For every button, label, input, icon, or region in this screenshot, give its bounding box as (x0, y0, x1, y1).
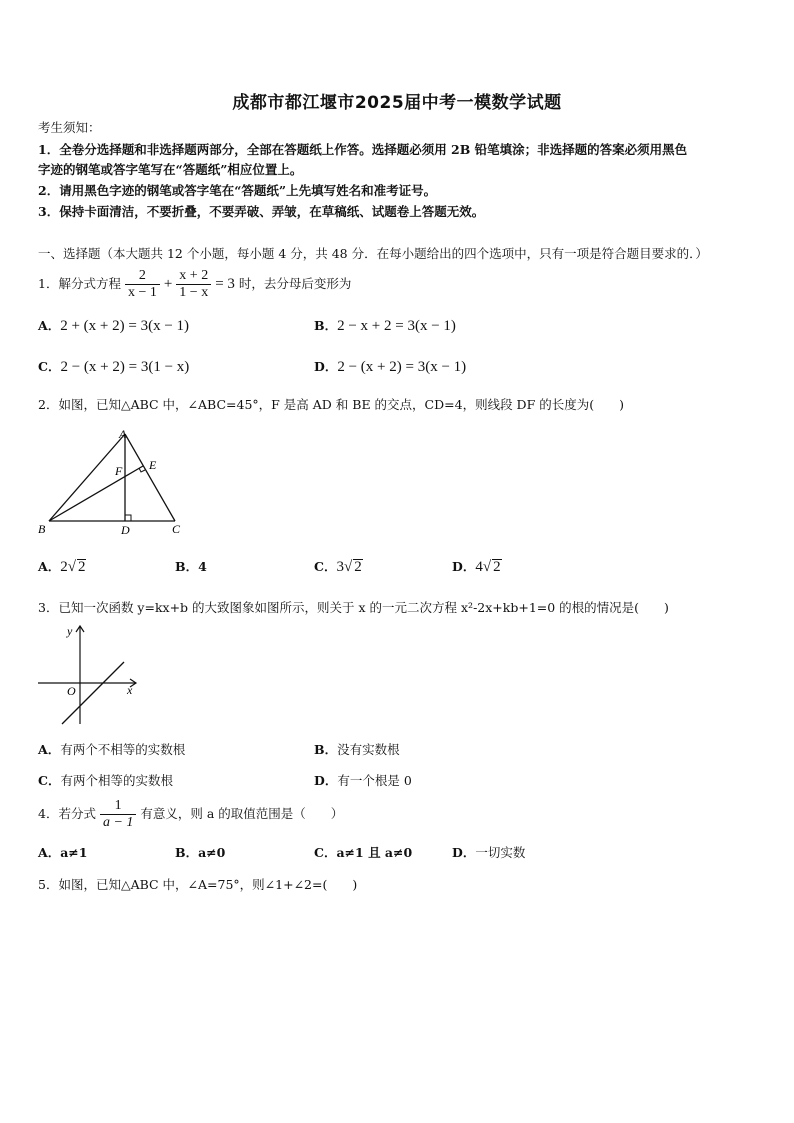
sqrt-sign: √ (343, 559, 353, 575)
question-5: 5．如图，已知△ABC 中，∠A=75°，则∠1+∠2=( ) (38, 877, 358, 892)
question-4 (38, 796, 343, 832)
q3-option-a[interactable] (38, 740, 185, 758)
option-text: 没有实数根 (337, 742, 400, 757)
question-2: 2．如图，已知△ABC 中，∠ABC=45°，F 是高 AD 和 BE 的交点，CD=4，则线段 DF 的长度为( ) (38, 397, 624, 412)
option-text: 有两个相等的实数根 (60, 773, 173, 788)
x-axis-label: x (127, 683, 133, 697)
side-ab (49, 434, 125, 521)
label-e: E (149, 458, 157, 472)
y-axis-label: y (67, 624, 73, 638)
option-label: C． (38, 773, 61, 788)
option-text: a≠0 (198, 845, 226, 860)
option-text: 一切实数 (475, 845, 526, 860)
option-label: B． (314, 742, 338, 757)
q1-fraction-2-denominator: 1 − x (176, 284, 211, 301)
page-title: 成都市都江堰市2025届中考一模数学试题 (232, 93, 562, 113)
altitude-be (49, 466, 143, 521)
q1-plus: + (163, 276, 173, 292)
option-text: a≠1 (60, 845, 88, 860)
q3-option-d[interactable] (314, 771, 412, 789)
section-heading: 一、选择题（本大题共 12 个小题，每小题 4 分，共 48 分．在每小题给出的四个选项中，只有一项是符合题目要求的．） (38, 246, 708, 261)
option-coefficient: 4 (475, 559, 483, 575)
option-label: D． (452, 559, 476, 574)
option-label: C． (314, 845, 337, 860)
option-text: 2 − x + 2 = 3(x − 1) (337, 318, 456, 334)
question-1 (38, 266, 351, 302)
q2-option-b[interactable] (175, 557, 207, 575)
sqrt-sign: √ (67, 559, 76, 575)
sqrt-sign: √ (482, 559, 492, 575)
q2-option-d[interactable] (452, 557, 502, 576)
option-label: B． (175, 559, 199, 574)
q1-option-c[interactable] (38, 357, 189, 376)
option-label: A． (38, 742, 61, 757)
q4-prefix: 4．若分式 (38, 806, 96, 821)
q3-option-b[interactable] (314, 740, 400, 758)
option-text: 4 (198, 559, 207, 574)
option-label: C． (38, 359, 61, 374)
q1-fraction-2-numerator: x + 2 (179, 268, 209, 283)
q4-fraction (100, 798, 136, 831)
q4-option-c[interactable] (314, 843, 412, 861)
option-radicand: 2 (354, 559, 362, 575)
triangle-figure (36, 424, 196, 538)
q3-option-c[interactable] (38, 771, 173, 789)
origin-label: O (67, 684, 76, 698)
notice-item-2: 2．请用黑色字迹的钢笔或答字笔在“答题纸”上先填写姓名和准考证号。 (38, 183, 437, 198)
option-text: 有一个根是 0 (337, 773, 412, 788)
label-a: A (119, 427, 127, 441)
q4-fraction-denominator: a − 1 (100, 814, 136, 831)
option-label: B． (175, 845, 199, 860)
option-text: a≠1 且 a≠0 (336, 845, 413, 860)
q1-fraction-2 (176, 268, 211, 301)
q4-suffix: 有意义，则 a 的取值范围是（ ） (140, 806, 344, 821)
option-label: A． (38, 318, 61, 333)
notice-item-1-cont: 字迹的钢笔或答字笔写在“答题纸”相应位置上。 (38, 162, 303, 177)
label-d: D (121, 523, 130, 537)
option-text: 2 + (x + 2) = 3(x − 1) (60, 318, 190, 334)
right-angle-d (125, 515, 131, 521)
option-label: D． (314, 359, 338, 374)
q1-option-b[interactable] (314, 316, 456, 335)
side-ac (125, 434, 175, 521)
option-coefficient: 2 (60, 559, 68, 575)
q1-fraction-1-denominator: x − 1 (125, 284, 160, 301)
notice-item-3: 3．保持卡面清洁，不要折叠，不要弄破、弄皱，在草稿纸、试题卷上答题无效。 (38, 204, 485, 219)
q1-prefix: 1．解分式方程 (38, 276, 121, 291)
q1-fraction-1 (125, 268, 160, 301)
option-text: 2 − (x + 2) = 3(x − 1) (337, 359, 467, 375)
option-text: 2 − (x + 2) = 3(1 − x) (60, 359, 190, 375)
q4-option-d[interactable] (452, 843, 525, 861)
q4-option-b[interactable] (175, 843, 225, 861)
linear-function-graph (36, 620, 146, 728)
option-label: D． (452, 845, 476, 860)
label-f: F (115, 464, 123, 478)
option-coefficient: 3 (336, 559, 344, 575)
q2-option-a[interactable] (38, 557, 86, 576)
q1-fraction-1-numerator: 2 (138, 268, 146, 283)
option-radicand: 2 (493, 559, 501, 575)
option-radicand: 2 (77, 559, 86, 575)
q1-equals: = 3 (215, 276, 235, 292)
option-label: A． (38, 559, 61, 574)
q4-fraction-numerator: 1 (114, 798, 122, 813)
option-label: C． (314, 559, 337, 574)
option-text: 有两个不相等的实数根 (60, 742, 186, 757)
label-b: B (38, 522, 46, 536)
q1-option-d[interactable] (314, 357, 466, 376)
option-label: A． (38, 845, 61, 860)
q4-option-a[interactable] (38, 843, 87, 861)
notice-heading: 考生须知： (38, 120, 101, 135)
right-angle-e (139, 468, 145, 472)
q1-suffix: 时，去分母后变形为 (238, 276, 352, 291)
option-label: D． (314, 773, 338, 788)
q2-option-c[interactable] (314, 557, 363, 576)
label-c: C (172, 522, 181, 536)
question-3: 3．已知一次函数 y=kx+b 的大致图象如图所示，则关于 x 的一元二次方程 x²-2x+kb+1=0 的根的情况是( ) (38, 600, 669, 615)
notice-item-1: 1．全卷分选择题和非选择题两部分，全部在答题纸上作答。选择题必须用 2B 铅笔填涂；非选择题的答案必须用黑色 (38, 142, 688, 157)
q1-option-a[interactable] (38, 316, 189, 335)
option-label: B． (314, 318, 338, 333)
